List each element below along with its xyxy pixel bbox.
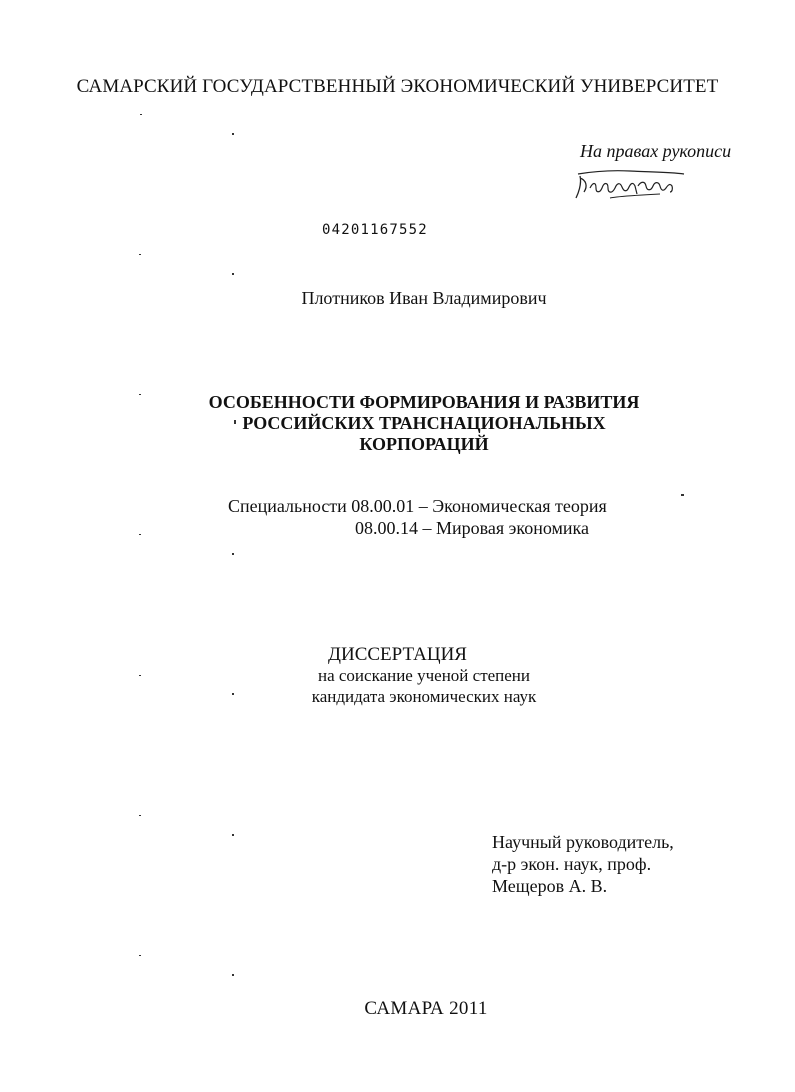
scan-speck	[232, 133, 234, 135]
title-line-3: КОРПОРАЦИЙ	[359, 434, 489, 454]
supervisor-role: Научный руководитель,	[492, 832, 674, 852]
author-name: Плотников Иван Владимирович	[301, 288, 547, 308]
specialty-line-2: 08.00.14 – Мировая экономика	[355, 518, 589, 538]
scan-speck	[139, 534, 141, 535]
scan-speck	[234, 420, 236, 424]
signature-icon	[570, 166, 690, 206]
specialty-line-1: Специальности 08.00.01 – Экономическая теория	[228, 496, 607, 516]
scan-speck	[139, 675, 141, 676]
supervisor-name: Мещеров А. В.	[492, 876, 608, 896]
scan-speck	[232, 974, 234, 976]
scan-speck	[681, 494, 684, 496]
title-line-2: РОССИЙСКИХ ТРАНСНАЦИОНАЛЬНЫХ	[242, 413, 606, 433]
scan-speck	[139, 955, 141, 956]
dissertation-title	[0, 392, 795, 455]
university-name: САМАРСКИЙ ГОСУДАРСТВЕННЫЙ ЭКОНОМИЧЕСКИЙ УНИВЕРСИТЕТ	[76, 76, 719, 97]
scan-speck	[139, 394, 141, 395]
scan-speck	[139, 254, 141, 255]
rights-note: На правах рукописи	[580, 141, 732, 161]
degree-line-2: кандидата экономических наук	[311, 687, 537, 706]
scan-speck	[140, 114, 142, 115]
scan-speck	[232, 834, 234, 836]
scan-speck	[232, 273, 234, 275]
city-year: САМАРА 2011	[364, 998, 488, 1019]
scan-speck	[232, 693, 234, 695]
catalog-number: 04201167552	[322, 222, 428, 238]
supervisor-degree: д-р экон. наук, проф.	[492, 854, 652, 874]
dissertation-heading: ДИССЕРТАЦИЯ	[328, 644, 467, 665]
scan-speck	[232, 553, 234, 555]
title-line-1: ОСОБЕННОСТИ ФОРМИРОВАНИЯ И РАЗВИТИЯ	[208, 392, 640, 412]
scan-speck	[139, 815, 141, 816]
degree-line-1: на соискание ученой степени	[317, 666, 531, 685]
